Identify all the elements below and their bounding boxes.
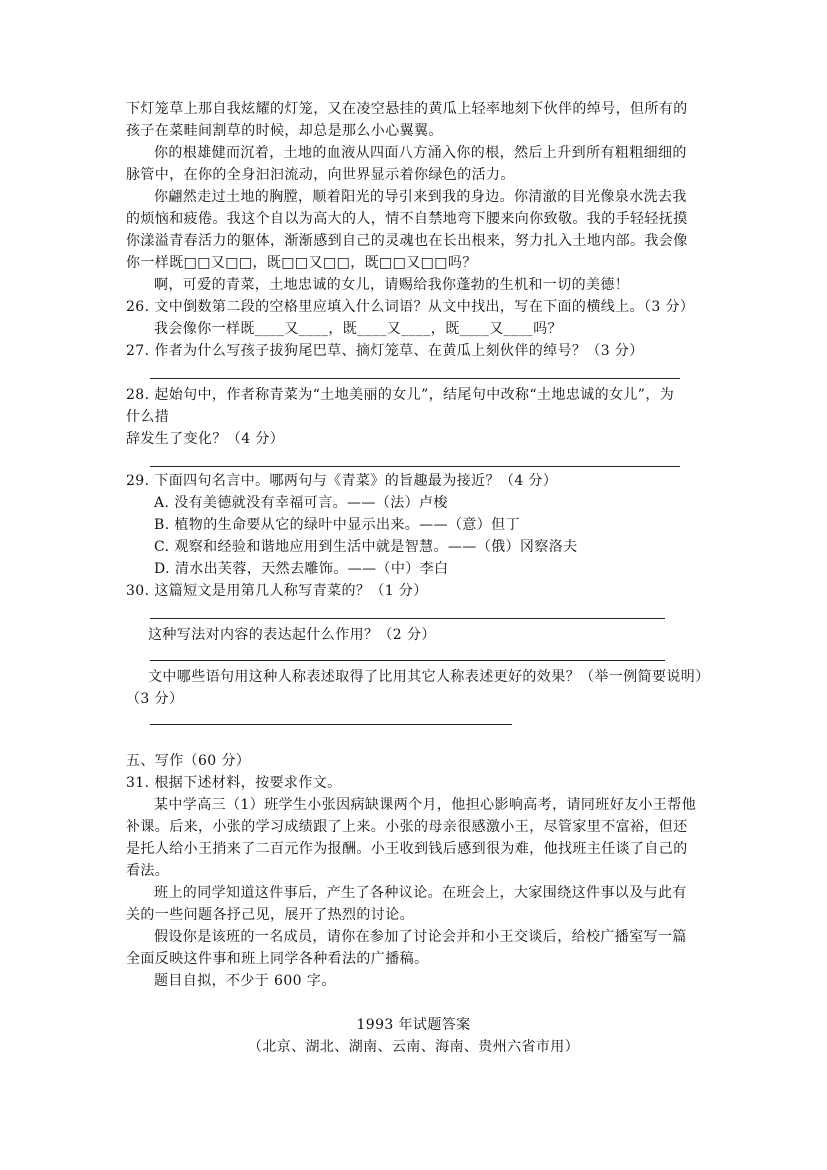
answer-line [150,618,665,619]
question-28: 28. 起始句中，作者称青菜为“土地美丽的女儿”，结尾句中改称“土地忠诚的女儿”，为 [126,387,675,403]
answer-line [150,466,680,467]
question-26-blanks: 我会像你一样既____又____，既____又____，既____又____吗？ [154,321,562,337]
question-30-c-cont: （3 分） [126,691,184,707]
passage-line: 你的根雄健而沉着，土地的血液从四面八方涌入你的根，然后上升到所有粗粗细细的 [154,145,687,161]
answer-line [150,724,512,725]
material-line: 题目自拟，不少于 600 字。 [154,973,336,989]
question-30-b: 这种写法对内容的表达起什么作用？（2 分） [148,627,436,643]
question-28-cont: 辞发生了变化？（4 分） [126,431,285,447]
passage-line: 孩子在菜畦间割草的时候，却总是那么小心翼翼。 [126,123,443,139]
material-line: 看法。 [126,863,170,879]
passage-line: 的烦恼和疲倦。我这个自以为高大的人，情不自禁地弯下腰来向你致敬。我的手轻轻抚摸 [126,211,688,227]
option-a: A. 没有美德就没有幸福可言。——（法）卢梭 [154,495,448,511]
question-29: 29. 下面四句名言中。哪两句与《青菜》的旨趣最为接近？（4 分） [126,473,558,489]
passage-line: 你漾溢青春活力的躯体，渐渐感到自己的灵魂也在长出根来，努力扎入土地内部。我会像 [126,233,688,249]
material-line: 班上的同学知道这件事后，产生了各种议论。在班会上，大家围绕这件事以及与此有 [154,885,687,901]
question-30: 30. 这篇短文是用第几人称写青菜的？（1 分） [126,583,428,599]
passage-line: 你一样既□□又□□，既□□又□□，既□□又□□吗？ [126,255,477,271]
material-line: 补课。后来，小张的学习成绩跟了上来。小张的母亲很感激小王，尽管家里不富裕，但还 [126,819,688,835]
option-c: C. 观察和经验和谐地应用到生活中就是智慧。——（俄）冈察洛夫 [154,539,578,555]
question-31: 31. 根据下述材料，按要求作文。 [126,775,342,791]
passage-line: 你翩然走过土地的胸膛，顺着阳光的导引来到我的身边。你清澈的目光像泉水洗去我 [154,189,687,205]
question-30-c: 文中哪些语句用这种人称表述取得了比用其它人称表述更好的效果？（举一例简要说明） [148,669,710,685]
answers-subtitle: （北京、湖北、湖南、云南、海南、贵州六省市用） [247,1039,580,1055]
material-line: 全面反映这件事和班上同学各种看法的广播稿。 [126,951,429,967]
passage-line: 下灯笼草上那自我炫耀的灯笼，又在凌空悬挂的黄瓜上轻率地刻下伙伴的绰号，但所有的 [126,101,688,117]
question-26: 26. 文中倒数第二段的空格里应填入什么词语？从文中找出，写在下面的横线上。（3 分） [126,299,695,315]
material-line: 是托人给小王捎来了二百元作为报酬。小王收到钱后感到很为难，他找班主任谈了自己的 [126,841,688,857]
material-line: 某中学高三（1）班学生小张因病缺课两个月，他担心影响高考，请同班好友小王帮他 [154,797,697,813]
option-b: B. 植物的生命要从它的绿叶中显示出来。——（意）但丁 [154,517,520,533]
material-line: 假设你是该班的一名成员，请你在参加了讨论会并和小王交谈后，给校广播室写一篇 [154,929,687,945]
passage-line: 脉管中，在你的全身汩汩流动，向世界显示着你绿色的活力。 [126,167,515,183]
answer-line [150,378,680,379]
option-d: D. 清水出芙蓉，天然去雕饰。——（中）李白 [154,561,449,577]
answer-line [150,660,665,661]
question-28-cont: 什么措 [126,409,170,425]
material-line: 关的一些问题各抒己见，展开了热烈的讨论。 [126,907,414,923]
question-27: 27. 作者为什么写孩子拔狗尾巴草、摘灯笼草、在黄瓜上刻伙伴的绰号？（3 分） [126,343,644,359]
section-heading: 五、写作（60 分） [126,753,251,769]
answers-title: 1993 年试题答案 [356,1017,471,1033]
passage-line: 啊，可爱的青菜，土地忠诚的女儿，请赐给我你蓬勃的生机和一切的美德！ [154,277,630,293]
